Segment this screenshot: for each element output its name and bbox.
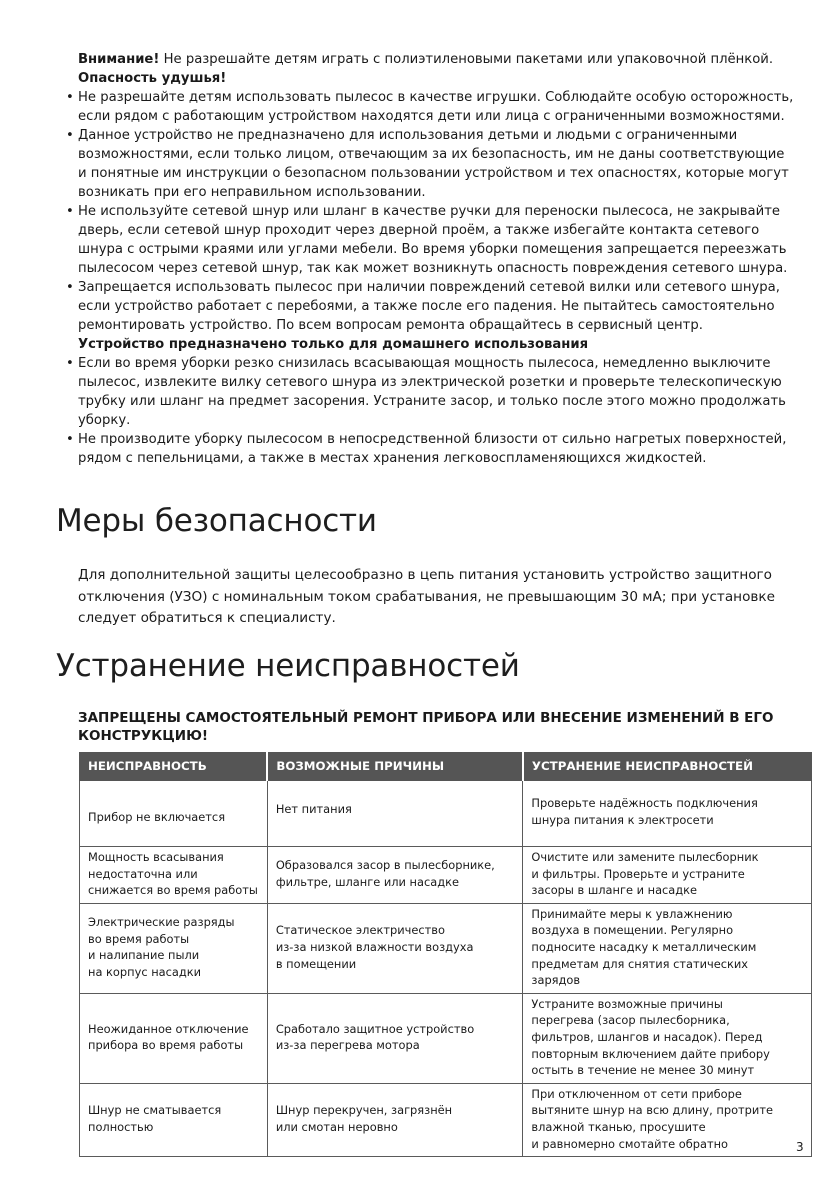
troubleshooting-table	[79, 752, 812, 1157]
header-cause: ВОЗМОЖНЫЕ ПРИЧИНЫ	[267, 753, 523, 781]
problem-cell: Шнур не сматывается полностью	[80, 1083, 268, 1156]
problem-cell: Неожиданное отключение прибора во время работы	[80, 993, 268, 1083]
home-use-notice: Устройство предназначено только для домашнего использования	[78, 337, 589, 352]
fix-cell: Проверьте надёжность подключения шнура питания к электросети	[523, 781, 812, 847]
table-row	[80, 1083, 812, 1156]
warning-bullet: • Не используйте сетевой шнур или шланг в качестве ручки для переноски пылесоса, не закрывайте дверь, если сетевой шнур проходит через дверной проём, а также избегайте контакта сетевого шнура с острыми краями или углами мебели. Во время уборки помещения запрещается переезжать пылесосом через сетевой шнур, так как может возникнуть опасность повреждения сетевого шнура.	[66, 202, 796, 278]
warnings-section	[66, 50, 796, 468]
warning-bullet: • Данное устройство не предназначено для использования детьми и людьми с ограниченными возможностями, если только лицом, отвечающим за их безопасность, им не даны соответствующие и понятные им инструкции о безопасном пользовании устройством и тех опасностях, которые могут возникать при его неправильном использовании.	[66, 126, 796, 202]
header-fix: УСТРАНЕНИЕ НЕИСПРАВНОСТЕЙ	[523, 753, 812, 781]
problem-cell: Мощность всасывания недостаточна или снижается во время работы	[80, 847, 268, 904]
fix-cell: Принимайте меры к увлажнению воздуха в помещении. Регулярно подносите насадку к металлическим предметам для снятия статических зарядов	[523, 903, 812, 993]
table-row	[80, 993, 812, 1083]
troubleshooting-heading: Устранение неисправностей	[56, 648, 520, 684]
warning-bullet: • Не разрешайте детям использовать пылесос в качестве игрушки. Соблюдайте особую осторожность, если рядом с работающим устройством находятся дети или лица с ограниченными возможностями.	[66, 88, 796, 126]
table-row	[80, 847, 812, 904]
cause-cell: Статическое электричество из-за низкой влажности воздуха в помещении	[267, 903, 523, 993]
fix-cell: Устраните возможные причины перегрева (засор пылесборника, фильтров, шлангов и насадок). Перед повторным включением дайте прибору остыть в течение не менее 30 минут	[523, 993, 812, 1083]
problem-cell: Прибор не включается	[80, 781, 268, 847]
warning-bullet: • Запрещается использовать пылесос при наличии повреждений сетевой вилки или сетевого шнура, если устройство работает с перебоями, а также после его падения. Не пытайтесь самостоятельно ремонтировать устройство. По всем вопросам ремонта обращайтесь в сервисный центр.	[66, 278, 796, 335]
safety-heading: Меры безопасности	[56, 503, 377, 539]
cause-cell: Образовался засор в пылесборнике, фильтре, шланге или насадке	[267, 847, 523, 904]
attention-paragraph	[66, 50, 796, 69]
attention-text: Не разрешайте детям играть с полиэтиленовыми пакетами или упаковочной плёнкой.	[159, 52, 774, 67]
header-problem: НЕИСПРАВНОСТЬ	[80, 753, 268, 781]
suffocation-warning: Опасность удушья!	[78, 71, 227, 86]
fix-cell: Очистите или замените пылесборник и фильтры. Проверьте и устраните засоры в шланге и насадке	[523, 847, 812, 904]
fix-cell: При отключенном от сети приборе вытяните шнур на всю длину, протрите влажной тканью, просушите и равномерно смотайте обратно	[523, 1083, 812, 1156]
warning-bullet: • Если во время уборки резко снизилась всасывающая мощность пылесоса, немедленно выключите пылесос, извлеките вилку сетевого шнура из электрической розетки и проверьте телескопическую трубку или шланг на предмет засорения. Устраните засор, и только после этого можно продолжать уборку.	[66, 354, 796, 430]
page-number: 3	[796, 1140, 804, 1154]
cause-cell: Нет питания	[267, 781, 523, 847]
safety-paragraph: Для дополнительной защиты целесообразно в цепь питания установить устройство защитного отключения (УЗО) с номинальным током срабатывания, не превышающим 30 мА; при установке следует обратиться к специалисту.	[78, 567, 775, 626]
problem-cell: Электрические разряды во время работы и налипание пыли на корпус насадки	[80, 903, 268, 993]
table-header-row	[80, 753, 812, 781]
warning-bullet: • Не производите уборку пылесосом в непосредственной близости от сильно нагретых поверхностей, рядом с пепельницами, а также в местах хранения легковоспламеняющихся жидкостей.	[66, 430, 796, 468]
cause-cell: Шнур перекручен, загрязнён или смотан неровно	[267, 1083, 523, 1156]
attention-label: Внимание!	[78, 52, 160, 67]
repair-prohibited-notice: ЗАПРЕЩЕНЫ САМОСТОЯТЕЛЬНЫЙ РЕМОНТ ПРИБОРА ИЛИ ВНЕСЕНИЕ ИЗМЕНЕНИЙ В ЕГО КОНСТРУКЦИЮ!	[78, 710, 774, 744]
cause-cell: Сработало защитное устройство из-за перегрева мотора	[267, 993, 523, 1083]
table-row	[80, 781, 812, 847]
table-row	[80, 903, 812, 993]
